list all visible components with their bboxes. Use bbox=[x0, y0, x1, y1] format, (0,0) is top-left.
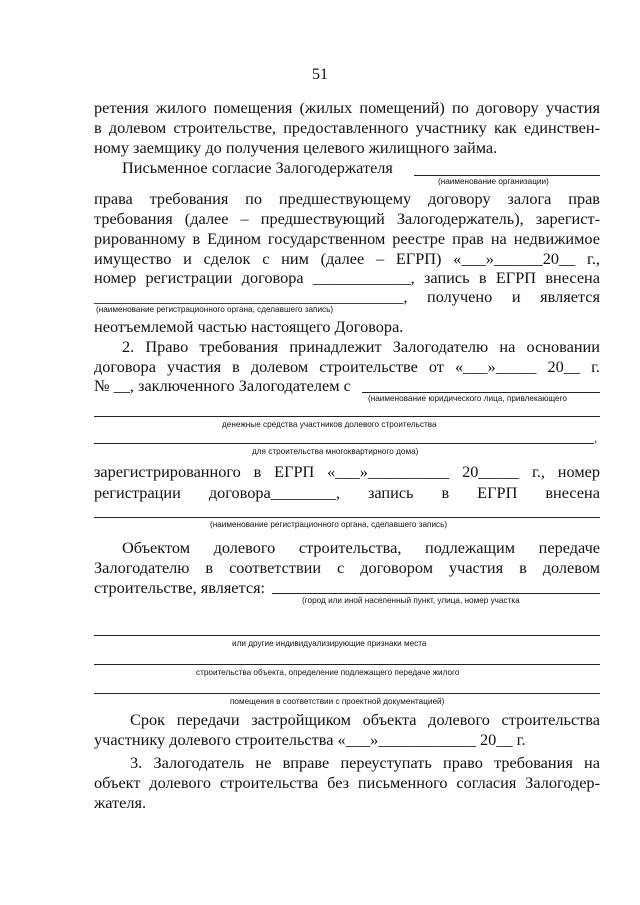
text-line-12: 2. Право требования принадлежит Залогодателю на основании bbox=[122, 337, 600, 356]
text-line-1: ретения жилого помещения (жилых помещений) по договору участия bbox=[94, 98, 600, 117]
text-line-18: Залогодателю в соответствии с договором участия в долевом bbox=[94, 558, 600, 577]
text-line-5: права требования по предшествующему договору залога прав bbox=[94, 189, 600, 208]
text-line-22: 3. Залогодатель не вправе переуступать право требования на bbox=[130, 753, 600, 772]
caption-registration-organ-2: (наименование регистрационного органа, сделавшего запись) bbox=[210, 520, 448, 529]
text-line-2: в долевом строительстве, предоставленного участнику как единствен- bbox=[94, 118, 600, 137]
caption-project-documentation: помещения в соответствии с проектной документацией) bbox=[230, 697, 445, 706]
blank-line-7 bbox=[94, 693, 600, 694]
caption-funds: денежные средства участников долевого строительства bbox=[222, 420, 437, 429]
caption-location: (город или иной населенный пункт, улица, номер участка bbox=[302, 596, 520, 605]
caption-registration-organ-1: (наименование регистрационного органа, сделавшего запись) bbox=[96, 305, 334, 314]
blank-line-6 bbox=[94, 664, 600, 665]
legal-entity-blank-line bbox=[362, 392, 600, 393]
text-line-16: регистрации договора________, запись в ЕГРП внесена bbox=[94, 483, 600, 502]
trailing-comma: , bbox=[594, 431, 598, 445]
text-line-17: Объектом долевого строительства, подлежащим передаче bbox=[122, 538, 600, 557]
text-line-15: зарегистрированного в ЕГРП «___»__________ 20_____ г., номер bbox=[94, 462, 600, 481]
text-line-23: объект долевого строительства без письменного согласия Залогодер- bbox=[94, 773, 600, 792]
blank-line-4 bbox=[94, 517, 600, 518]
text-line-20: Срок передачи застройщиком объекта долевого строительства bbox=[130, 710, 600, 729]
text-line-3: ному заемщику до получения целевого жилищного займа. bbox=[94, 138, 498, 157]
caption-organization: (наименование организации) bbox=[438, 177, 549, 186]
caption-construction-object: строительства объекта, определение подлежащего передаче жилого bbox=[196, 668, 460, 677]
text-line-9: номер регистрации договора ____________, запись в ЕГРП внесена bbox=[94, 268, 600, 287]
text-line-13: договора участия в долевом строительстве от «___»_____ 20__ г. bbox=[94, 357, 600, 376]
object-blank-line bbox=[272, 593, 600, 594]
text-line-24: жателя. bbox=[94, 793, 147, 812]
page-number: 51 bbox=[312, 66, 328, 83]
blank-line-5 bbox=[94, 635, 600, 636]
text-line-4: Письменное согласие Залогодержателя bbox=[122, 158, 393, 177]
caption-apartment-house: для строительства многоквартирного дома) bbox=[252, 447, 419, 456]
organization-blank-line bbox=[414, 175, 600, 176]
text-line-14: № __, заключенного Залогодателем с bbox=[94, 376, 351, 395]
text-line-6: требования (далее – предшествующий Залогодержатель), зарегист- bbox=[94, 209, 600, 228]
text-line-19: строительстве, является: bbox=[94, 578, 266, 597]
text-line-10: ______________________________________, получено и является bbox=[94, 287, 600, 306]
caption-identifying-signs: или другие индивидуализирующие признаки места bbox=[232, 639, 427, 648]
caption-legal-entity: (наименование юридического лица, привлекающего bbox=[368, 394, 567, 403]
blank-line-2 bbox=[94, 416, 600, 417]
text-line-8: имущество и сделок с ним (далее – ЕГРП) «___»______20__ г., bbox=[94, 249, 600, 268]
blank-line-3 bbox=[94, 443, 594, 444]
text-line-21: участнику долевого строительства «___»____________ 20__ г. bbox=[94, 730, 526, 749]
text-line-11: неотъемлемой частью настоящего Договора. bbox=[94, 317, 404, 336]
text-line-7: рированному в Едином государственном реестре прав на недвижимое bbox=[94, 229, 600, 248]
